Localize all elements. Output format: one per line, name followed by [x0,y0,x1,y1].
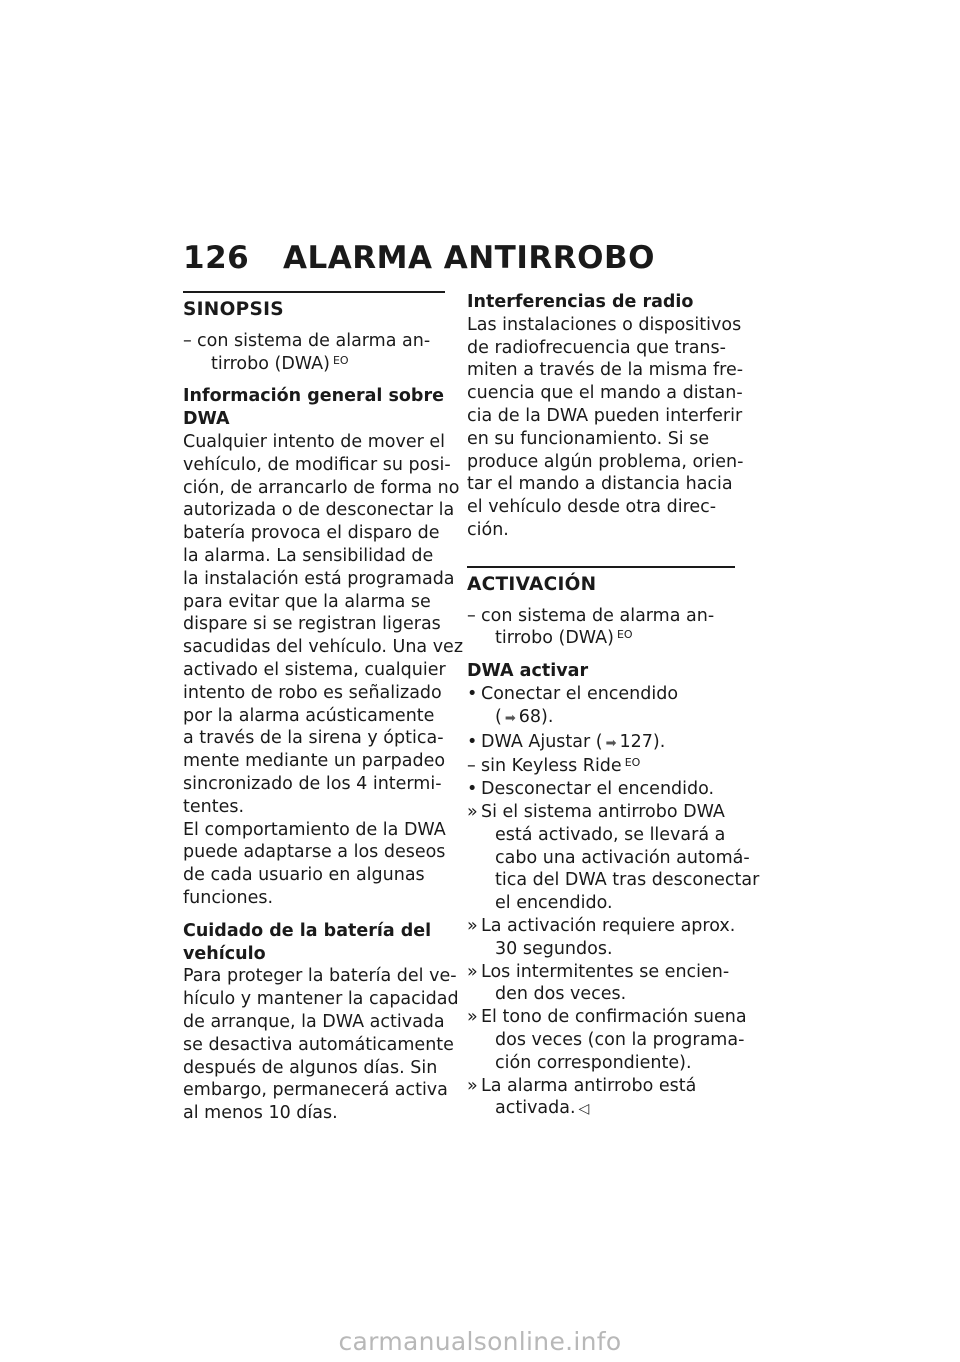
result-item: » La activación requiere aprox. 30 segundos. [467,915,736,959]
keyless-condition: – sin Keyless Ride $^{EO}$ [467,756,641,777]
result-marker: » [467,1007,478,1028]
page-reference-link[interactable]: 127). [619,731,666,752]
dash-marker: – [467,605,476,626]
result-marker: » [467,915,478,936]
interference-paragraph: Las instalaciones o dispositivos de radiofrecuencia que trans- miten a través de la misma fre- cuencia que el mando a distan- cia de la DWA pueden interferir en su funcionamiento. Si se produce algún problema, orien- tar el mando a distancia hacia el vehículo desde otra direc- ción. [467,314,744,540]
watermark: carmanualsonline.info [338,1327,622,1356]
result-item: » Los intermitentes se encien- den dos veces. [467,961,730,1005]
info-heading: Información general sobre DWA [183,386,444,430]
right-column [467,291,760,1121]
chapter-title: ALARMA ANTIRROBO [283,240,655,276]
end-of-section-icon: ◁ [578,1101,590,1118]
battery-paragraph: Para proteger la batería del ve- hículo y mantener la capacidad de arranque, la DWA activada se desactiva automáticamente después de algunos días. Sin embargo, permanecerá activa al menos 10 días. [183,966,459,1124]
dash-marker: – [183,330,192,351]
battery-heading: Cuidado de la batería del vehículo [183,920,432,964]
step-ignition-on: • Conectar el encendido ( ➡ 68). [467,683,735,731]
result-marker: » [467,961,478,982]
chapter-header [183,240,655,276]
step-ignition-off: • Desconectar el encendido. [467,779,715,800]
page-reference-link[interactable]: 68). [518,706,554,727]
synopsis-heading: SINOPSIS [183,299,284,320]
activation-condition: – con sistema de alarma an- tirrobo (DWA) $^{EO}$ [467,605,715,649]
result-item: » Si el sistema antirrobo DWA está activado, se llevará a cabo una activación automá- tica del DWA tras desconectar el encendido. [467,801,760,914]
synopsis-condition: – con sistema de alarma an- tirrobo (DWA) $^{EO}$ [183,330,431,374]
page-reference-arrow-icon[interactable]: ➡ [504,710,516,726]
eo-badge: EO [624,756,641,770]
interference-heading: Interferencias de radio [467,292,694,312]
page-number: 126 [183,240,250,276]
section-rule [183,291,445,293]
bullet-marker: • [467,731,478,752]
eo-badge: EO [332,353,349,367]
bullet-marker: • [467,683,478,704]
info-paragraph: Cualquier intento de mover el vehículo, de modificar su posi- ción, de arrancarlo de forma no autorizada o de desconectar la batería provoca el disparo de la alarma. La sensibilidad de la instalación está programada para evitar que la alarma se dispare si se registran ligeras sacudidas del vehículo. Una vez activado el sistema, cualquier intento de robo es señalizado por la alarma acústicamente a través de la sirena y óptica- mente mediante un parpadeo sincronizado de los 4 intermi- tentes. [183,431,464,817]
dash-marker: – [467,756,476,777]
left-column [183,291,464,1125]
bullet-marker: • [467,779,478,800]
info-paragraph-2: El comportamiento de la DWA puede adaptarse a los deseos de cada usuario en algunas funciones. [183,819,446,908]
section-rule [467,566,735,568]
result-item: » La alarma antirrobo está activada. ◁ [467,1075,697,1119]
eo-badge: EO [616,628,633,642]
activation-heading: ACTIVACIÓN [467,573,597,595]
dwa-activar-heading: DWA activar [467,661,589,682]
result-marker: » [467,1075,478,1096]
page-reference-arrow-icon[interactable]: ➡ [605,735,617,751]
result-item: » El tono de confirmación suena dos veces (con la programa- ción correspondiente). [467,1007,747,1073]
result-marker: » [467,801,478,822]
step-dwa-adjust: • DWA Ajustar ( ➡ 127). [467,731,735,756]
